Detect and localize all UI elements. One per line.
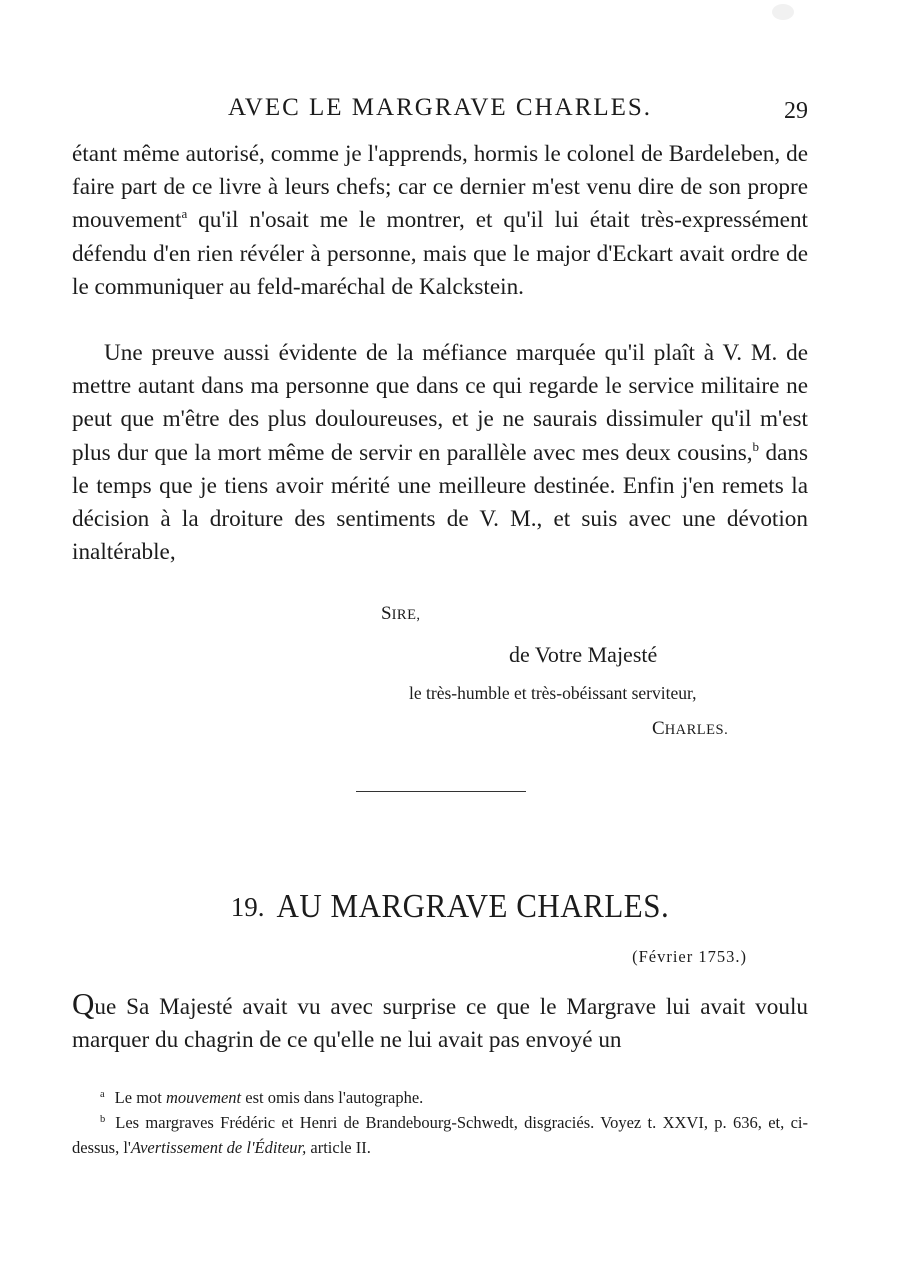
footnote-a-italic: mouvement: [166, 1088, 242, 1107]
paragraph-1-part2: qu'il n'osait me le montrer, et qu'il lui était très-expressément défendu d'en rien révéler à personne, mais que le major d'Eckart avait ordre de le communiquer au feld-maréchal de Kalckstein.: [72, 207, 808, 300]
footnote-ref-a: a: [181, 206, 188, 222]
letter-heading: [0, 888, 900, 924]
paragraph-2-part1: Une preuve aussi évidente de la méfiance marquée qu'il plaît à V. M. de mettre autant dans ma personne que dans ce qui regarde le service militaire ne peut que m'être des plus douloureuses, et je ne saurais dissimuler qu'il m'est plus dur que la mort même de servir en parallèle avec mes deux cousins,: [72, 340, 808, 466]
section-divider: [356, 791, 526, 792]
letter-paragraph: [72, 987, 808, 1057]
letter-date: (Février 1753.): [632, 947, 747, 966]
footnote-b-before: Les margraves Frédéric et Henri de Brandebourg-Schwedt, disgraciés. Voyez t. XXVI, p. 636, et, ci-dessus, l': [72, 1113, 808, 1157]
letter-title: AU MARGRAVE CHARLES.: [276, 886, 670, 925]
paragraph-2: [72, 337, 808, 569]
drop-cap: Q: [72, 986, 95, 1021]
letter-text: ue Sa Majesté avait vu avec surprise ce que le Margrave lui avait voulu marquer du chagrin de ce qu'elle ne lui avait pas envoyé un: [72, 994, 808, 1054]
page-number: 29: [784, 98, 808, 124]
closing-signoff: le très-humble et très-obéissant serviteur,: [409, 683, 697, 703]
footnote-mark-b: b: [100, 1114, 106, 1125]
footnote-b-italic: Avertissement de l'Éditeur,: [130, 1138, 307, 1157]
paragraph-2-part2: dans le temps que je tiens avoir mérité une meilleure destinée. Enfin j'en remets la décision à la droiture des sentiments de V. M., et suis avec une dévotion inaltérable,: [72, 439, 808, 566]
sire-rest: IRE,: [391, 607, 421, 623]
paragraph-1-part1: étant même autorisé, comme je l'apprends, hormis le colonel de Bardeleben, de faire part de ce livre à leurs chefs; car ce dernier m'est venu dire de son propre mouvement: [72, 141, 808, 234]
running-head: [72, 94, 808, 124]
running-title: AVEC LE MARGRAVE CHARLES.: [227, 94, 653, 121]
footnote-a: [72, 1085, 808, 1110]
footnote-b: [72, 1110, 808, 1160]
footnote-a-after: est omis dans l'autographe.: [241, 1088, 424, 1107]
footnote-a-before: Le mot: [114, 1088, 166, 1107]
sire-initial: S: [381, 603, 392, 624]
closing-signature: [652, 718, 728, 740]
footnote-ref-b: b: [752, 438, 760, 454]
signature-rest: HARLES.: [664, 722, 729, 738]
stamp-mark: [772, 4, 794, 20]
paragraph-1: [72, 138, 808, 304]
signature-initial: C: [652, 718, 665, 739]
footnote-b-after: article II.: [306, 1138, 371, 1157]
footnote-mark-a: a: [100, 1089, 105, 1100]
closing-sire: [381, 603, 421, 625]
footnotes: [72, 1085, 808, 1160]
letter-number: 19.: [230, 892, 265, 922]
closing-salutation: de Votre Majesté: [509, 642, 658, 667]
